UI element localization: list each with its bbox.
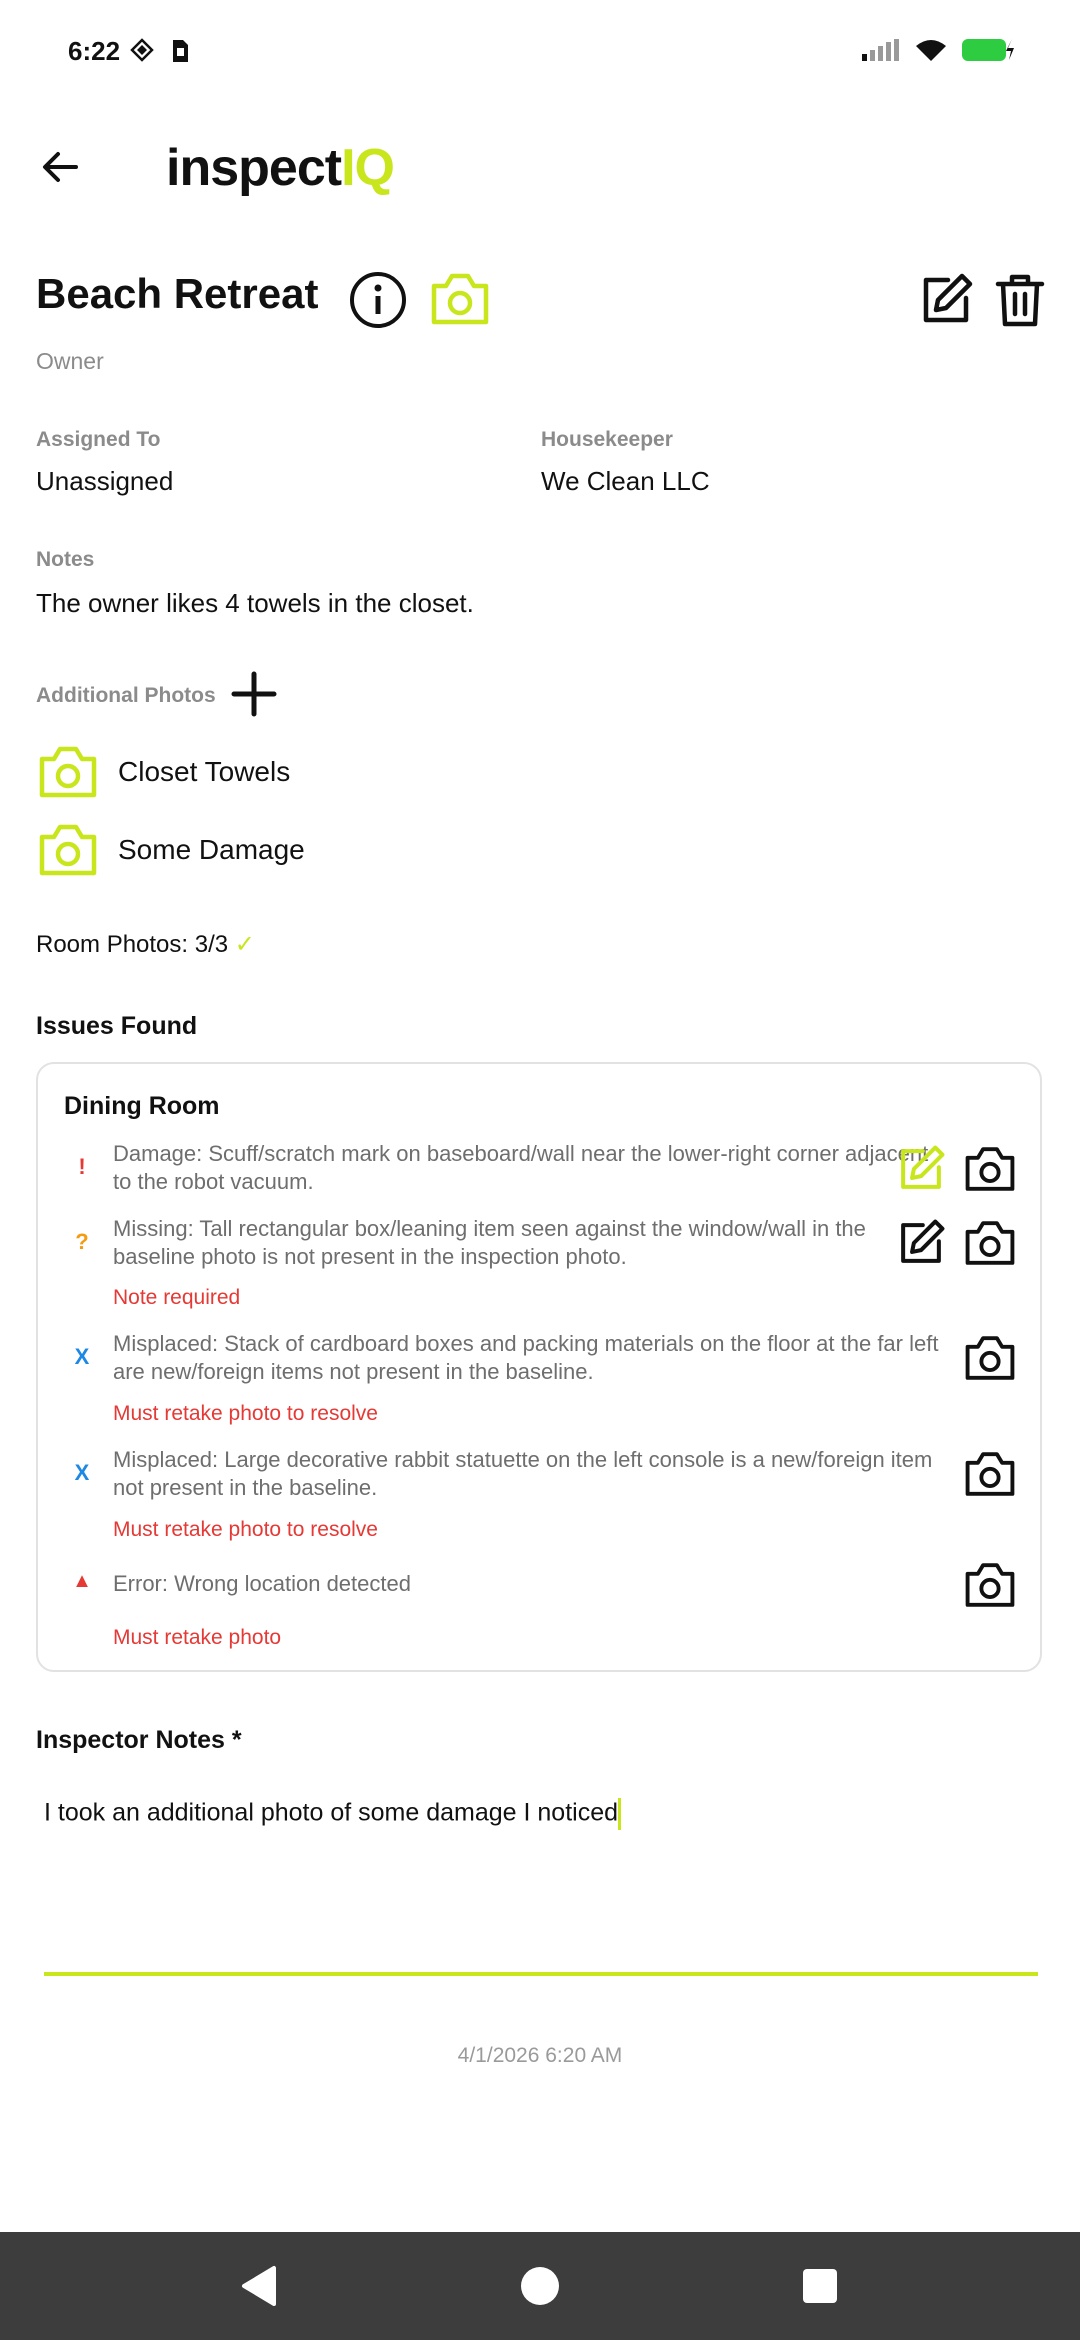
camera-icon[interactable] [428,270,492,328]
issue-requirement: Must retake photo [113,1626,282,1649]
status-time: 6:22 [68,36,121,66]
additional-photo-item[interactable] [36,822,305,878]
edit-note-icon[interactable] [896,1144,946,1194]
issue-text: Misplaced: Stack of cardboard boxes and packing materials on the floor at the far left are new/foreign items not present in the baseline. [113,1331,939,1384]
camera-icon[interactable] [962,1560,1018,1610]
camera-icon [36,744,100,800]
issue-requirement: Must retake photo to resolve [113,1402,378,1425]
signal-icon [862,39,900,61]
back-arrow-icon[interactable] [36,142,86,192]
camera-icon[interactable] [962,1144,1018,1194]
camera-icon[interactable] [962,1333,1018,1383]
additional-photos-label: Additional Photos [36,684,216,707]
housekeeper-value: We Clean LLC [541,466,710,496]
assigned-label: Assigned To [36,428,161,451]
wifi-icon [916,38,946,62]
nav-recents-icon[interactable] [802,2268,838,2304]
trash-icon[interactable] [994,272,1046,328]
misplaced-marker-icon: X [74,1344,90,1369]
check-icon: ✓ [234,931,255,958]
timestamp: 4/1/2026 6:20 AM [457,2044,623,2067]
issue-text: Missing: Tall rectangular box/leaning item seen against the window/wall in the baseline photo is not present in the inspection photo. [113,1216,866,1269]
error-warning-icon: ▲ [72,1570,92,1592]
battery-charging-icon [962,38,1018,62]
issue-requirement: Must retake photo to resolve [113,1518,378,1541]
text-cursor [618,1798,621,1830]
edit-icon[interactable] [918,272,974,328]
camera-icon[interactable] [962,1449,1018,1499]
missing-marker-icon: ? [75,1229,89,1254]
status-system-icons [862,38,1018,62]
room-photos-status [36,930,255,959]
camera-icon[interactable] [962,1218,1018,1268]
inspector-notes-input[interactable] [44,1798,621,1830]
photo-name: Some Damage [118,834,305,865]
inspector-notes-value: I took an additional photo of some damage I noticed [44,1798,618,1827]
info-icon[interactable] [348,270,408,330]
notes-underline [44,1972,1038,1976]
add-photo-icon[interactable] [230,670,278,718]
room-photos-label: Room Photos: 3/3 [36,931,229,958]
issue-text: Misplaced: Large decorative rabbit statuette on the left console is a new/foreign item not present in the baseline. [113,1447,933,1500]
notification-diamond-icon [130,38,154,62]
status-notifications [130,38,192,64]
property-title: Beach Retreat [36,270,319,317]
inspector-notes-label: Inspector Notes * [36,1726,242,1754]
issue-text: Damage: Scuff/scratch mark on baseboard/wall near the lower-right corner adjacent to the robot vacuum. [113,1141,929,1194]
app-logo: inspectIQ [166,139,394,197]
assigned-value: Unassigned [36,466,174,496]
nav-back-icon[interactable] [238,2264,278,2308]
notes-label: Notes [36,548,95,571]
property-subtitle: Owner [36,348,104,374]
additional-photo-item[interactable] [36,744,290,800]
issue-text: Error: Wrong location detected [113,1571,411,1596]
misplaced-marker-icon: X [74,1460,90,1485]
notes-value: The owner likes 4 towels in the closet. [36,588,474,618]
nav-home-icon[interactable] [520,2266,560,2306]
damage-marker-icon: ! [78,1154,86,1179]
issues-title: Issues Found [36,1012,198,1040]
room-name: Dining Room [64,1092,220,1120]
edit-note-icon[interactable] [896,1218,946,1268]
camera-icon [36,822,100,878]
photo-name: Closet Towels [118,756,291,787]
housekeeper-label: Housekeeper [541,428,673,451]
issue-requirement: Note required [113,1286,241,1309]
sim-card-icon [168,38,192,64]
